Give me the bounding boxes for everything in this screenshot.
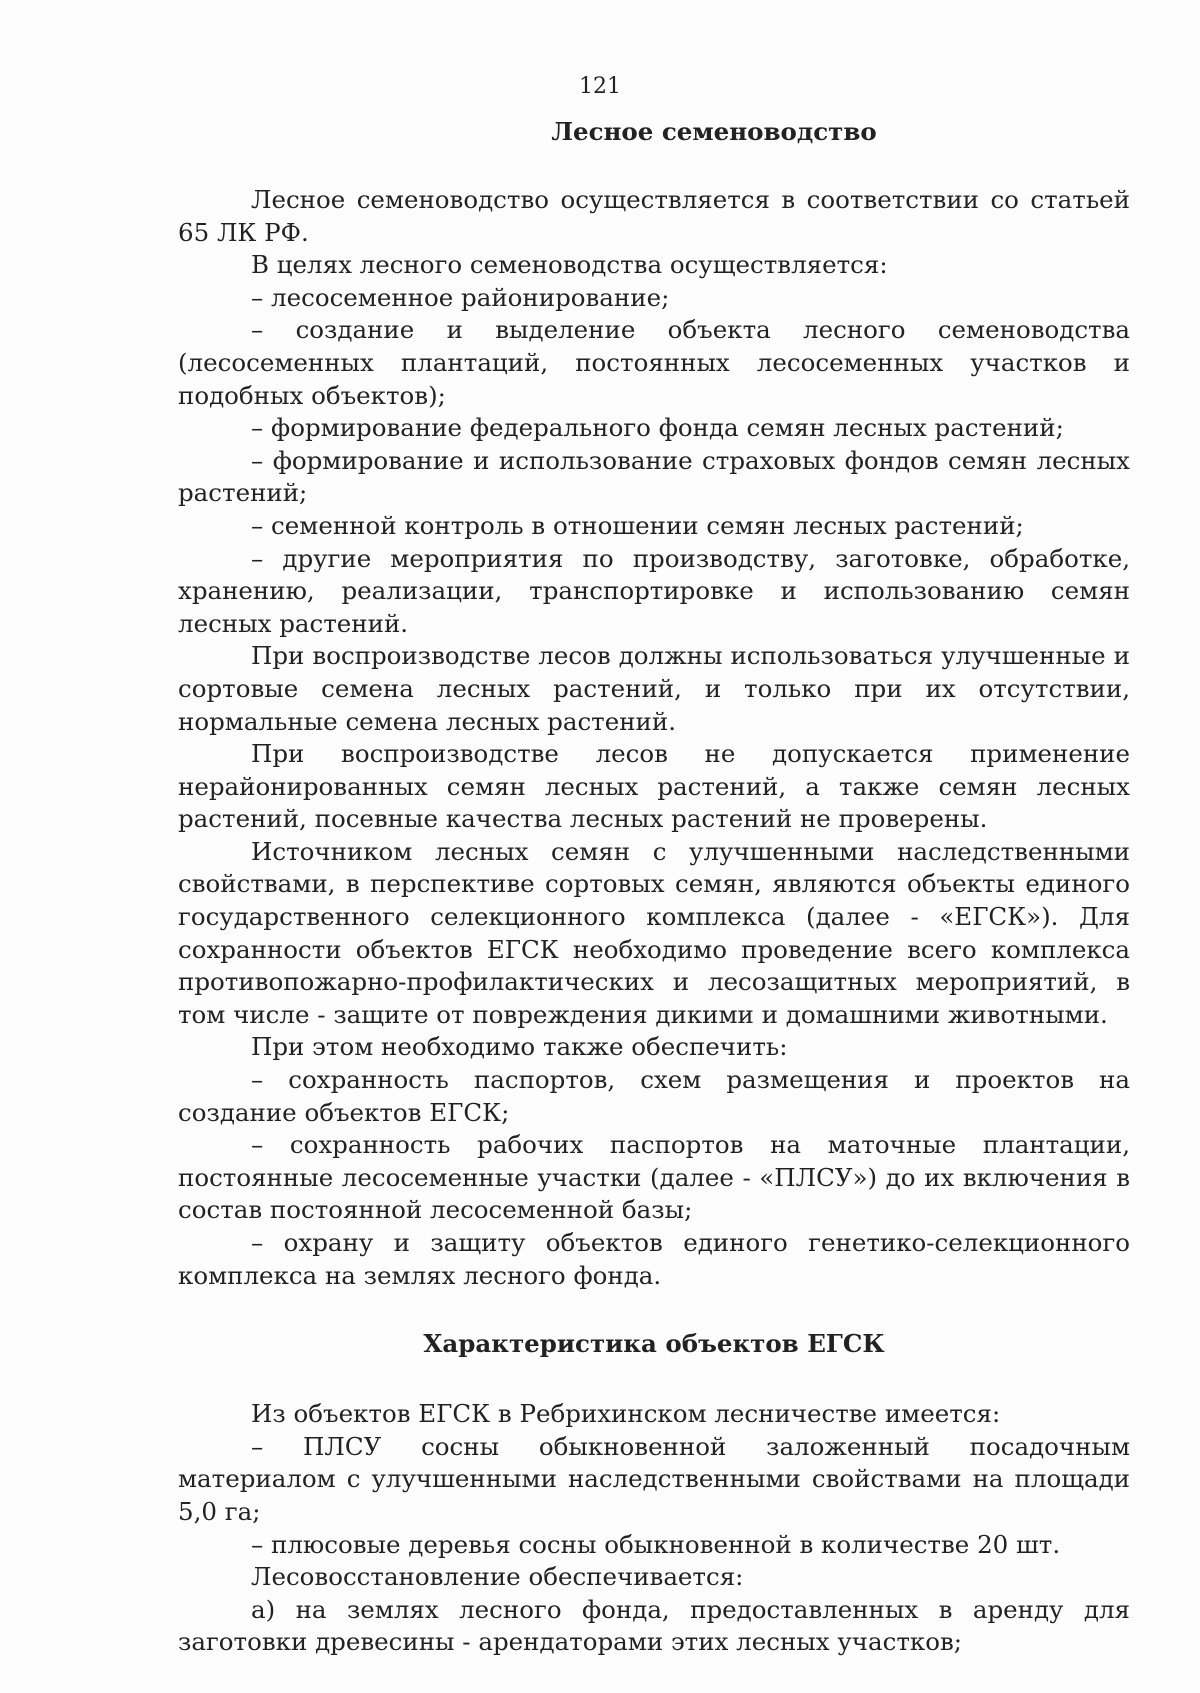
paragraph: Лесное семеноводство осуществляется в соответствии со статьей 65 ЛК РФ. bbox=[178, 185, 1130, 247]
paragraph: Лесовосстановление обеспечивается: bbox=[251, 1562, 744, 1592]
paragraph: В целях лесного семеноводства осуществляется: bbox=[251, 250, 888, 280]
list-item: – сохранность рабочих паспортов на маточные плантации, постоянные лесосеменные участки (далее - «ПЛСУ») до их включения в состав постоянной лесосеменной базы; bbox=[178, 1130, 1130, 1225]
paragraph: При воспроизводстве лесов должны использоваться улучшенные и сортовые семена лесных растений, и только при их отсутствии, нормальные семена лесных растений. bbox=[178, 641, 1130, 736]
list-item: – охрану и защиту объектов единого генетико-селекционного комплекса на землях лесного фонда. bbox=[178, 1228, 1130, 1290]
list-item: – ПЛСУ сосны обыкновенной заложенный посадочным материалом с улучшенными наследственными свойствами на площади 5,0 га; bbox=[178, 1431, 1130, 1526]
paragraph: При этом необходимо также обеспечить: bbox=[251, 1032, 788, 1062]
list-item: – сохранность паспортов, схем размещения и проектов на создание объектов ЕГСК; bbox=[178, 1065, 1130, 1127]
list-item: – семенной контроль в отношении семян лесных растений; bbox=[251, 510, 1024, 540]
list-item: – формирование федерального фонда семян лесных растений; bbox=[251, 413, 1064, 443]
paragraph: Источником лесных семян с улучшенными наследственными свойствами, в перспективе сортовых семян, являются объекты единого государственного селекционного комплекса (далее - «ЕГСК»). Для сохранности объектов ЕГСК необходимо проведение всего комплекса противопожарно-профилактических и лесозащитных мероприятий, в том числе - защите от повреждения дикими и домашними животными. bbox=[178, 836, 1130, 1029]
list-item: – другие мероприятия по производству, заготовке, обработке, хранению, реализации, транспортировке и использованию семян лесных растений. bbox=[178, 543, 1130, 638]
list-item: – лесосеменное районирование; bbox=[251, 282, 670, 312]
list-item: а) на землях лесного фонда, предоставленных в аренду для заготовки древесины - арендаторами этих лесных участков; bbox=[178, 1594, 1130, 1657]
section-title-forest-seed-production: Лесное семеноводство bbox=[551, 117, 877, 146]
list-item: – формирование и использование страховых фондов семян лесных растений; bbox=[178, 445, 1130, 508]
section-title-egsk-characteristics: Характеристика объектов ЕГСК bbox=[423, 1329, 885, 1359]
document-body bbox=[178, 116, 1130, 1659]
page-number: 121 bbox=[579, 74, 621, 99]
paragraph: Из объектов ЕГСК в Ребрихинском лесничестве имеется: bbox=[251, 1399, 1001, 1429]
list-item: – создание и выделение объекта лесного семеноводства (лесосеменных плантаций, постоянных лесосеменных участков и подобных объектов); bbox=[178, 315, 1130, 410]
paragraph: При воспроизводстве лесов не допускается применение нерайонированных семян лесных растений, а также семян лесных растений, посевные качества лесных растений не проверены. bbox=[178, 739, 1130, 834]
list-item: – плюсовые деревья сосны обыкновенной в количестве 20 шт. bbox=[251, 1529, 1061, 1559]
